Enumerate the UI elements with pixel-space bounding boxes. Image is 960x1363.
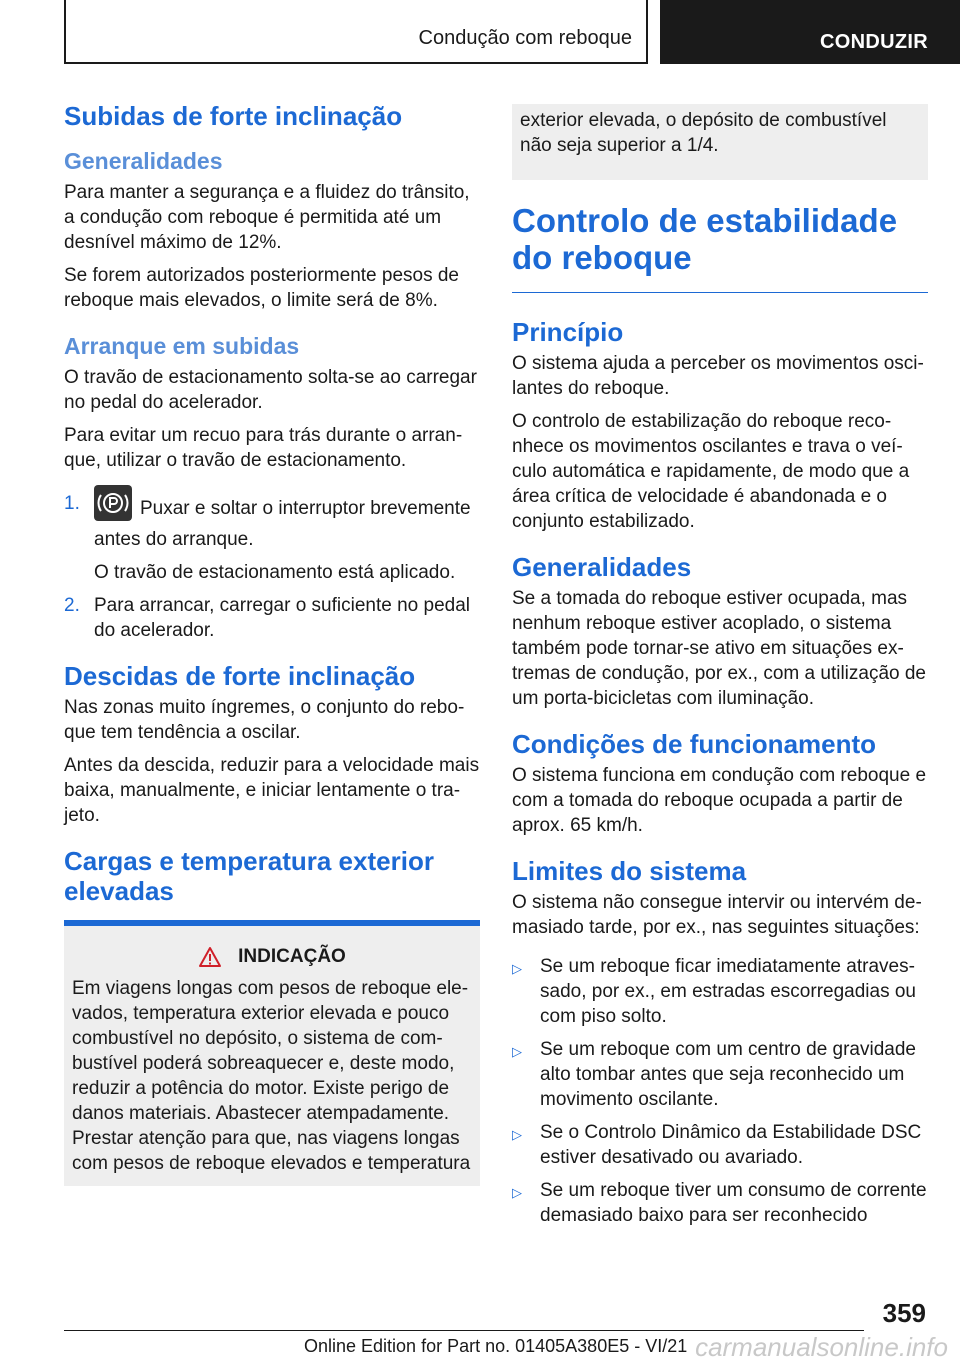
heading-descidas: Descidas de forte inclinação	[64, 661, 416, 691]
left-column	[64, 100, 480, 1186]
footer-rule	[64, 1330, 864, 1331]
header-section-title: Condução com reboque	[418, 27, 632, 49]
footer-edition: Online Edition for Part no. 01405A380E5 - VI/21	[304, 1336, 688, 1356]
paragraph: O sistema não consegue intervir ou intervém demasiado tarde, por ex., nas seguintes situações:	[512, 892, 922, 938]
right-column	[512, 104, 928, 1236]
heading-limites: Limites do sistema	[512, 856, 747, 886]
paragraph: Nas zonas muito íngremes, o conjunto do reboque tem tendência a oscilar.	[64, 697, 465, 743]
notice-header	[72, 946, 472, 968]
header-chapter-box	[660, 0, 960, 64]
step-sub-text: O travão de estacionamento está aplicado.	[94, 562, 456, 583]
list-item	[512, 1037, 928, 1112]
bullet-text: Se o Controlo Dinâmico da Estabilidade DSC estiver desativado ou avariado.	[540, 1122, 922, 1168]
notice-text: Em viagens longas com pesos de reboque elevados, temperatura exterior elevada e pouco combustível no depósito, o sistema de combustível poderá sobreaquecer e, deste modo, reduzir a potência do motor. Existe perigo de danos materiais. Abastecer atempadamente. Prestar atenção para que, nas viagens longas com pesos de reboque elevados e temperatura	[72, 978, 471, 1174]
notice-continuation	[512, 104, 928, 180]
paragraph: Para evitar um recuo para trás durante o arranque, utilizar o travão de estacionamento.	[64, 425, 463, 471]
heading-controlo-estabilidade: Controlo de estabilidade do reboque	[512, 202, 898, 276]
watermark: carmanualsonline.info	[695, 1332, 948, 1362]
triangle-bullet-icon: ▷	[512, 961, 522, 976]
bullet-text: Se um reboque com um centro de gravidade alto tombar antes que seja reconhecido um movimento oscilante.	[540, 1039, 916, 1110]
limits-list	[512, 954, 928, 1228]
step-number: 1.	[64, 493, 80, 514]
heading-arranque: Arranque em subidas	[64, 333, 300, 359]
paragraph: Se a tomada do reboque estiver ocupada, mas nenhum reboque estiver acoplado, o sistema também pode tornar-se ativo em situações extremas de condução, por ex., com a utilização de um porta-bicicletas com iluminação.	[512, 588, 927, 709]
list-item	[512, 1178, 928, 1228]
heading-principio: Princípio	[512, 317, 624, 347]
notice-box	[64, 926, 480, 1186]
heading-cargas: Cargas e temperatura exterior elevadas	[64, 846, 434, 906]
triangle-bullet-icon: ▷	[512, 1185, 522, 1200]
header-section-box	[64, 0, 648, 64]
list-item	[512, 1120, 928, 1170]
title-rule	[512, 292, 928, 293]
heading-subidas: Subidas de forte inclinação	[64, 101, 403, 131]
list-item	[512, 954, 928, 1029]
paragraph: Antes da descida, reduzir para a velocidade mais baixa, manualmente, e iniciar lentamente o trajeto.	[64, 755, 480, 826]
steps-list	[64, 491, 480, 643]
bullet-text: Se um reboque ficar imediatamente atravessado, por ex., em estradas escorregadias ou com piso solto.	[540, 956, 916, 1027]
list-item	[64, 491, 480, 585]
warning-triangle-icon	[198, 946, 222, 968]
step-text: Puxar e soltar o interruptor brevemente antes do arranque.	[94, 498, 471, 550]
triangle-bullet-icon: ▷	[512, 1044, 522, 1059]
notice-title: INDICAÇÃO	[238, 946, 346, 967]
list-item	[64, 593, 480, 643]
paragraph: O sistema funciona em condução com reboque e com a tomada do reboque ocupada a partir de aprox. 65 km/h.	[512, 765, 927, 836]
step-number: 2.	[64, 595, 80, 616]
paragraph: O controlo de estabilização do reboque reconhece os movimentos oscilantes e trava o veículo automática e rapidamente, de modo que a área crítica de velocidade é abandonada e o conjunto estabilizado.	[512, 411, 910, 532]
parking-brake-icon	[94, 485, 132, 521]
bullet-text: Se um reboque tiver um consumo de corrente demasiado baixo para ser reconhecido	[540, 1180, 927, 1226]
step-text: Para arrancar, carregar o suficiente no pedal do acelerador.	[94, 595, 470, 641]
heading-generalidades-right: Generalidades	[512, 552, 692, 582]
triangle-bullet-icon: ▷	[512, 1127, 522, 1142]
header-chapter-title: CONDUZIR	[820, 31, 928, 53]
paragraph: O travão de estacionamento solta-se ao carregar no pedal do acelerador.	[64, 367, 477, 413]
heading-condicoes: Condições de funcionamento	[512, 729, 877, 759]
notice-text-continued: exterior elevada, o depósito de combustível não seja superior a 1/4.	[520, 110, 887, 156]
paragraph: O sistema ajuda a perceber os movimentos oscilantes do reboque.	[512, 353, 924, 399]
heading-generalidades-left: Generalidades	[64, 148, 223, 174]
page-number: 359	[882, 1298, 926, 1328]
paragraph: Se forem autorizados posteriormente pesos de reboque mais elevados, o limite será de 8%.	[64, 265, 459, 311]
paragraph: Para manter a segurança e a fluidez do trânsito, a condução com reboque é permitida até um desnível máximo de 12%.	[64, 182, 470, 253]
